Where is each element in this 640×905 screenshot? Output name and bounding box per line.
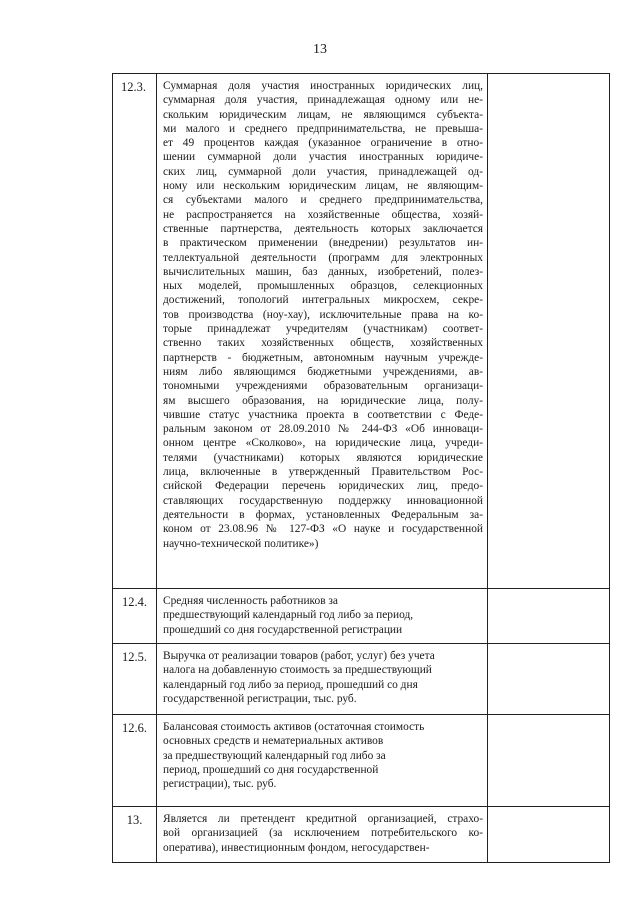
text-line: тов производства (ноу-хау), исключительные права на ко-	[163, 308, 483, 321]
row-text	[157, 807, 488, 863]
text-line: не распространяется на хозяйственные общества, хозяй-	[163, 208, 483, 221]
text-line: шении суммарной доли участия иностранных юридиче-	[163, 151, 483, 164]
text-line: предшествующий календарный год либо за период,	[163, 609, 414, 622]
text-line: теллектуальной деятельности (программ для электронных	[163, 251, 483, 264]
text-line: суммарная доля участия, принадлежащая одному или не-	[163, 94, 483, 107]
text-line: онном центре «Сколково», на юридические лица, учреди-	[163, 437, 483, 450]
text-line: ному или нескольким юридическим лицам, не являющим-	[163, 180, 483, 193]
row-text	[157, 589, 488, 644]
row-number: 12.6.	[113, 715, 157, 807]
text-line: Является ли претендент кредитной организацией, страхо-	[163, 813, 483, 825]
text-line: прошедший со дня государственной регистрации	[163, 623, 403, 636]
text-line: торые принадлежат учредителям (участникам) соответ-	[163, 323, 483, 336]
row-value-cell	[488, 807, 610, 863]
text-line: оператива), инвестиционным фондом, негосударствен-	[163, 841, 430, 854]
text-line: ральным законом от 28.09.2010 № 244-ФЗ «Об инноваци-	[163, 423, 483, 436]
text-line: ных моделей, промышленных образцов, селекционных	[163, 280, 483, 293]
text-line: Средняя численность работников за	[163, 595, 338, 607]
text-line: ям высшего образования, на юридические лица, полу-	[163, 394, 483, 407]
text-line: вычислительных машин, баз данных, изобретений, полез-	[163, 265, 483, 278]
text-line: лица, включенные в утвержденный Правительством Рос-	[163, 466, 483, 479]
text-line: ственно таких хозяйственных обществ, хозяйственных	[163, 337, 483, 350]
form-table	[112, 73, 610, 863]
text-line: деятельности в формах, установленных Федеральным за-	[163, 508, 483, 521]
text-line: календарный год либо за период, прошедший со дня	[163, 678, 418, 691]
row-text	[157, 715, 488, 807]
row-text	[157, 644, 488, 715]
text-line: Балансовая стоимость активов (остаточная стоимость	[163, 721, 425, 733]
text-line: ставляющих государственную поддержку инновационной	[163, 494, 483, 507]
row-value-cell	[488, 644, 610, 715]
text-line: в практическом применении (внедрении) результатов ин-	[163, 237, 483, 250]
text-line: Суммарная доля участия иностранных юридических лиц,	[163, 80, 483, 92]
row-value-cell	[488, 715, 610, 807]
text-line: регистрации), тыс. руб.	[163, 778, 277, 791]
text-line: государственной регистрации, тыс. руб.	[163, 692, 357, 705]
text-line: Выручка от реализации товаров (работ, услуг) без учета	[163, 650, 435, 662]
table-row-12-4	[113, 589, 610, 644]
text-line: основных средств и нематериальных активов	[163, 735, 384, 748]
text-line: тономными учреждениями образовательным организаци-	[163, 380, 483, 393]
text-line: телями (участниками) которых являются юридические	[163, 451, 483, 464]
row-number: 12.3.	[113, 74, 157, 589]
table-row-12-6	[113, 715, 610, 807]
row-number: 12.4.	[113, 589, 157, 644]
text-line: сийской Федерации перечень юридических лиц, предо-	[163, 480, 483, 493]
text-line: коном от 23.08.96 № 127-ФЗ «О науке и государственной	[163, 523, 483, 536]
row-number: 13.	[113, 807, 157, 863]
page-number: 13	[313, 42, 327, 57]
text-line: чившие статус участника проекта в соответствии с Феде-	[163, 408, 483, 421]
row-text	[157, 74, 488, 589]
text-line: налога на добавленную стоимость за предшествующий	[163, 664, 432, 677]
table-row-13	[113, 807, 610, 863]
table-row-12-3	[113, 74, 610, 589]
text-line: достижений, топологий интегральных микросхем, секре-	[163, 294, 483, 307]
text-line: ми малого и среднего предпринимательства, не превыша-	[163, 122, 483, 135]
text-line: ских лиц, суммарной доли участия, принадлежащей од-	[163, 165, 483, 178]
text-line: научно-технической политике»)	[163, 537, 319, 550]
text-line: скольким юридическим лицам, не являющимся субъекта-	[163, 108, 483, 121]
row-value-cell	[488, 74, 610, 589]
text-line: за предшествующий календарный год либо за	[163, 749, 386, 762]
text-line: вой организацией (за исключением потребительского ко-	[163, 827, 483, 840]
text-line: ниям либо являющимся бюджетными учреждениями, ав-	[163, 365, 483, 378]
row-value-cell	[488, 589, 610, 644]
table-row-12-5	[113, 644, 610, 715]
text-line: период, прошедший со дня государственной	[163, 763, 379, 776]
text-line: ся субъектами малого и среднего предпринимательства,	[163, 194, 483, 207]
text-line: партнерств - бюджетным, автономным научным учрежде-	[163, 351, 483, 364]
text-line: ет 49 процентов каждая (указанное ограничение в отно-	[163, 137, 483, 150]
row-number: 12.5.	[113, 644, 157, 715]
text-line: ственные партнерства, деятельность которых заключается	[163, 222, 483, 235]
